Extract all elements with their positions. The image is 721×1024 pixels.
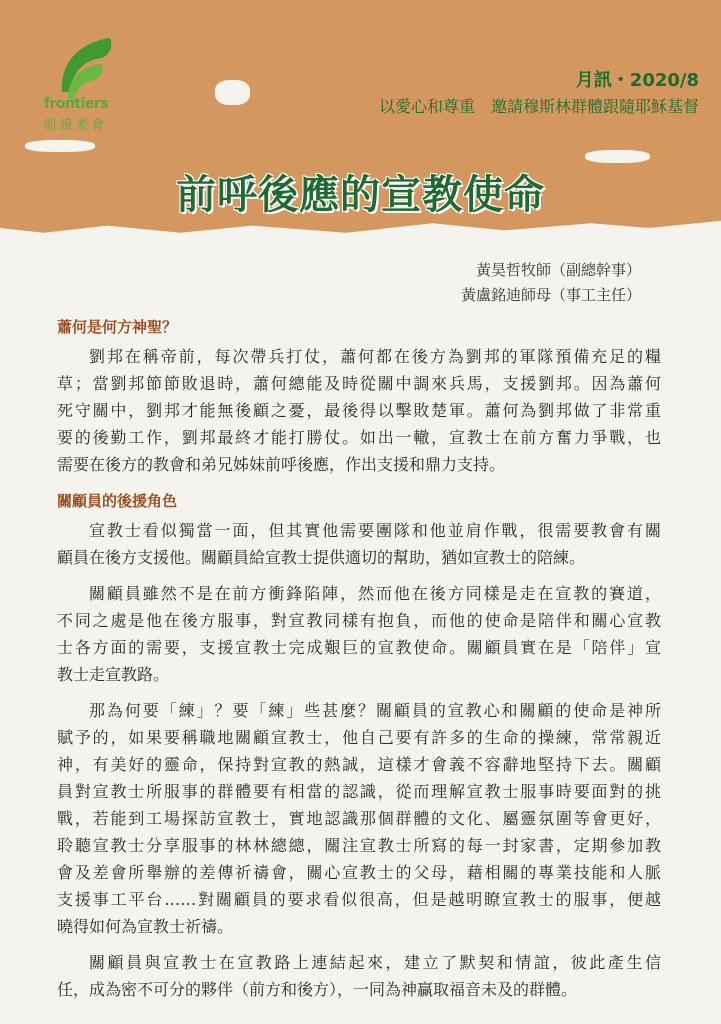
paper-spot	[25, 140, 95, 152]
page-title: 前呼後應的宣教使命	[176, 172, 545, 218]
paragraph-line: 關顧員雖然不是在前方衝鋒陷陣，然而他在後方同樣是走在宣教的賽道，	[89, 584, 661, 603]
paragraph	[57, 949, 661, 1003]
paragraph-line: 聆聽宣教士分享服事的林林總總，關注宣教士所寫的每一封家書，定期參加教	[57, 836, 661, 855]
paragraph-line: 戰，若能到工場探訪宣教士，實地認識那個群體的文化、屬靈氛圍等會更好，	[57, 809, 661, 828]
paragraph	[57, 517, 661, 571]
paragraph-line: 需要在後方的教會和弟兄姊妹前呼後應，作出支援和鼎力支持。	[57, 455, 506, 474]
paper-spot	[585, 150, 650, 163]
paragraph-line: 草；當劉邦節節敗退時，蕭何總能及時從關中調來兵馬，支援劉邦。因為蕭何	[57, 374, 661, 393]
article-section	[57, 316, 661, 478]
paragraph-line: 那為何要「練」？要「練」些甚麼？關顧員的宣教心和關顧的使命是神所	[89, 701, 661, 720]
paragraph-line: 顧員在後方支援他。關顧員給宣教士提供適切的幫助，猶如宣教士的陪練。	[57, 548, 586, 567]
paragraph-line: 死守關中，劉邦才能無後顧之憂，最後得以擊敗楚軍。蕭何為劉邦做了非常重	[57, 401, 661, 420]
author: 黃昊哲牧師（副總幹事）	[475, 261, 641, 279]
paragraph-line: 教士走宣教路。	[57, 665, 170, 684]
paragraph-line: 會及差會所舉辦的差傳祈禱會，關心宣教士的父母，藉相關的專業技能和人脈	[57, 863, 661, 882]
logo-text-zh: 前線差會	[43, 118, 108, 133]
authors	[461, 258, 641, 308]
article-body	[57, 316, 661, 1012]
paper-spot	[215, 80, 250, 105]
article-section	[57, 490, 661, 1003]
section-heading: 蕭何是何方神聖？	[57, 318, 178, 336]
paragraph	[57, 343, 661, 478]
paragraph	[57, 580, 661, 688]
paragraph-line: 不同之處是他在後方服事，對宣教同樣有抱負，而他的使命是陪伴和關心宣教	[57, 611, 661, 630]
paragraph-line: 賦予的，如果要稱職地關顧宣教士，他自己要有許多的生命的操練，常常親近	[57, 728, 661, 747]
paragraph-line: 關顧員與宣教士在宣教路上連結起來，建立了默契和情誼，彼此產生信	[89, 953, 661, 972]
tagline: 以愛心和尊重 邀請穆斯林群體跟隨耶穌基督	[378, 97, 699, 116]
paragraph-line: 員對宣教士所服事的群體要有相當的認識，從而理解宣教士服事時要面對的挑	[57, 782, 661, 801]
paragraph-line: 宣教士看似獨當一面，但其實他需要團隊和他並肩作戰，很需要教會有關	[89, 521, 661, 540]
author: 黃盧銘迪師母（事工主任）	[460, 286, 641, 304]
logo-text: frontiers	[43, 96, 109, 112]
paragraph-line: 要的後勤工作，劉邦最終才能打勝仗。如出一轍，宣教士在前方奮力爭戰，也	[57, 428, 661, 447]
paragraph-line: 任，成為密不可分的夥伴（前方和後方），一同為神贏取福音未及的群體。	[57, 980, 578, 999]
paragraph-line: 曉得如何為宣教士祈禱。	[57, 917, 234, 936]
issue-date: 月訊・2020/8	[575, 70, 699, 91]
paragraph-line: 神，有美好的靈命，保持對宣教的熱誠，這樣才會義不容辭地堅持下去。關顧	[57, 755, 661, 774]
paragraph-line: 支援事工平台……對關顧員的要求看似很高，但是越明瞭宣教士的服事，便越	[57, 890, 661, 909]
paragraph	[57, 697, 661, 940]
paragraph-line: 劉邦在稱帝前，每次帶兵打仗，蕭何都在後方為劉邦的軍隊預備充足的糧	[89, 347, 661, 366]
paragraph-line: 士各方面的需要，支援宣教士完成艱巨的宣教使命。關顧員實在是「陪伴」宣	[57, 638, 661, 657]
section-heading: 關顧員的後援角色	[57, 492, 178, 510]
